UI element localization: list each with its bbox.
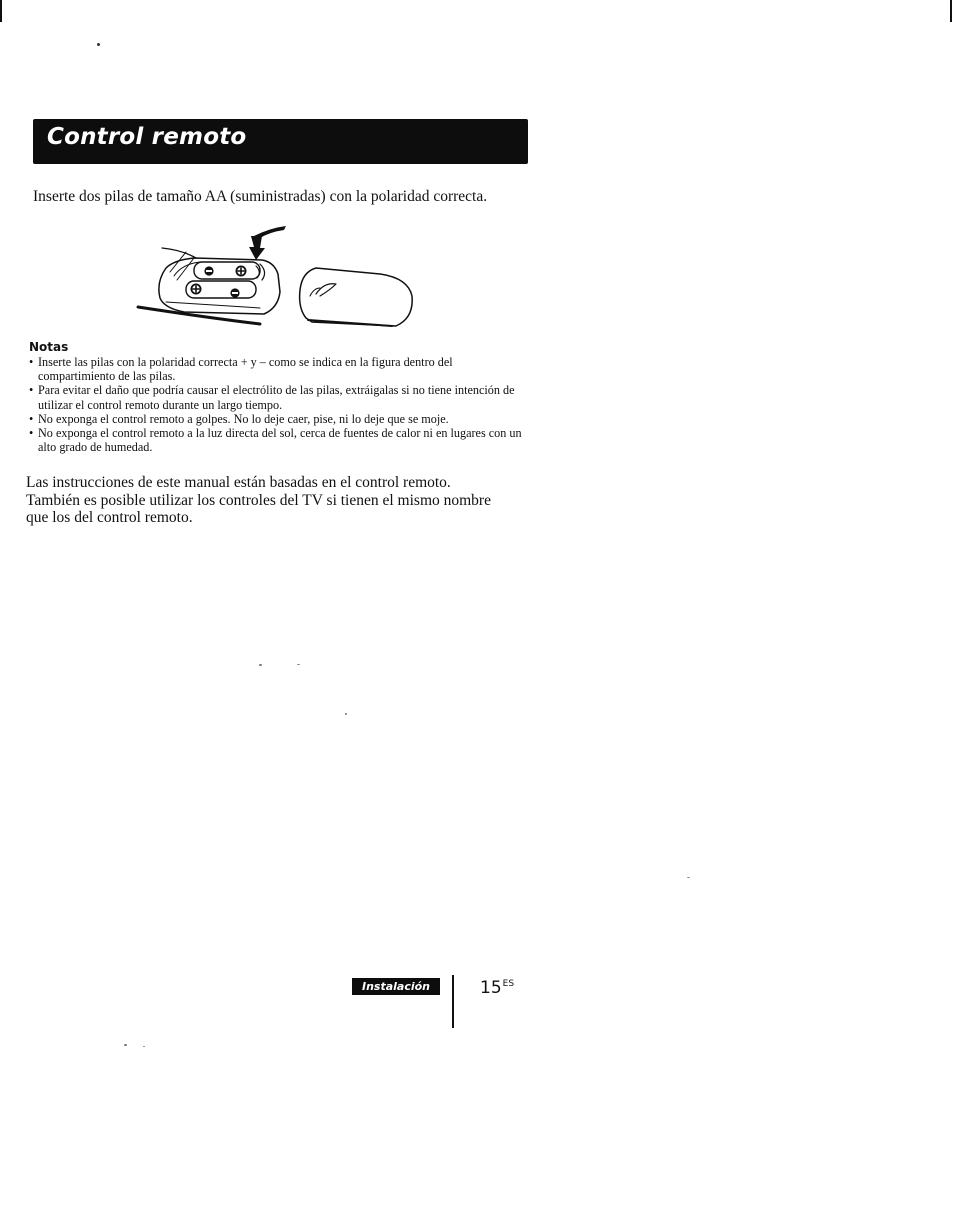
page-number [480,978,514,998]
insert-arrow-icon [249,226,286,260]
page-language-code: ES [502,979,515,989]
remote-control-battery-compartment-icon [138,248,280,324]
notes-heading: Notas [29,340,69,354]
scan-speck [345,713,347,715]
scan-speck [143,1046,145,1047]
section-tab: Instalación [352,978,440,995]
list-item: • No exponga el control remoto a golpes. No lo deje caer, pise, ni lo deje que se moje. [29,412,529,426]
scan-speck [687,877,690,878]
intro-paragraph: Inserte dos pilas de tamaño AA (suministradas) con la polaridad correcta. [33,188,488,205]
scan-speck [259,664,262,666]
notes-list [29,355,529,454]
scan-speck [97,43,100,46]
right-edge-mark [950,0,952,22]
scan-speck [297,664,300,665]
section-title-bar [33,119,528,164]
list-item: • Inserte las pilas con la polaridad correcta + y – como se indica en la figura dentro del compartimiento de las pilas. [29,355,529,383]
list-item: • Para evitar el daño que podría causar el electrólito de las pilas, extráigalas si no tiene intención de utilizar el control remoto durante un largo tiempo. [29,383,529,411]
battery-insertion-figure [130,222,430,334]
footer-divider [452,975,454,1028]
page-title: Control remoto [47,124,247,150]
list-item: • No exponga el control remoto a la luz directa del sol, cerca de fuentes de calor ni en lugares con un alto grado de humedad. [29,426,529,454]
battery-cover-icon [300,268,413,326]
scan-speck [124,1044,127,1046]
left-edge-mark [0,0,2,22]
page-number-value: 15 [480,978,502,998]
body-paragraph: Las instrucciones de este manual están basadas en el control remoto. También es posible utilizar los controles del TV si tienen el mismo nombre que los del control remoto. [26,474,491,526]
